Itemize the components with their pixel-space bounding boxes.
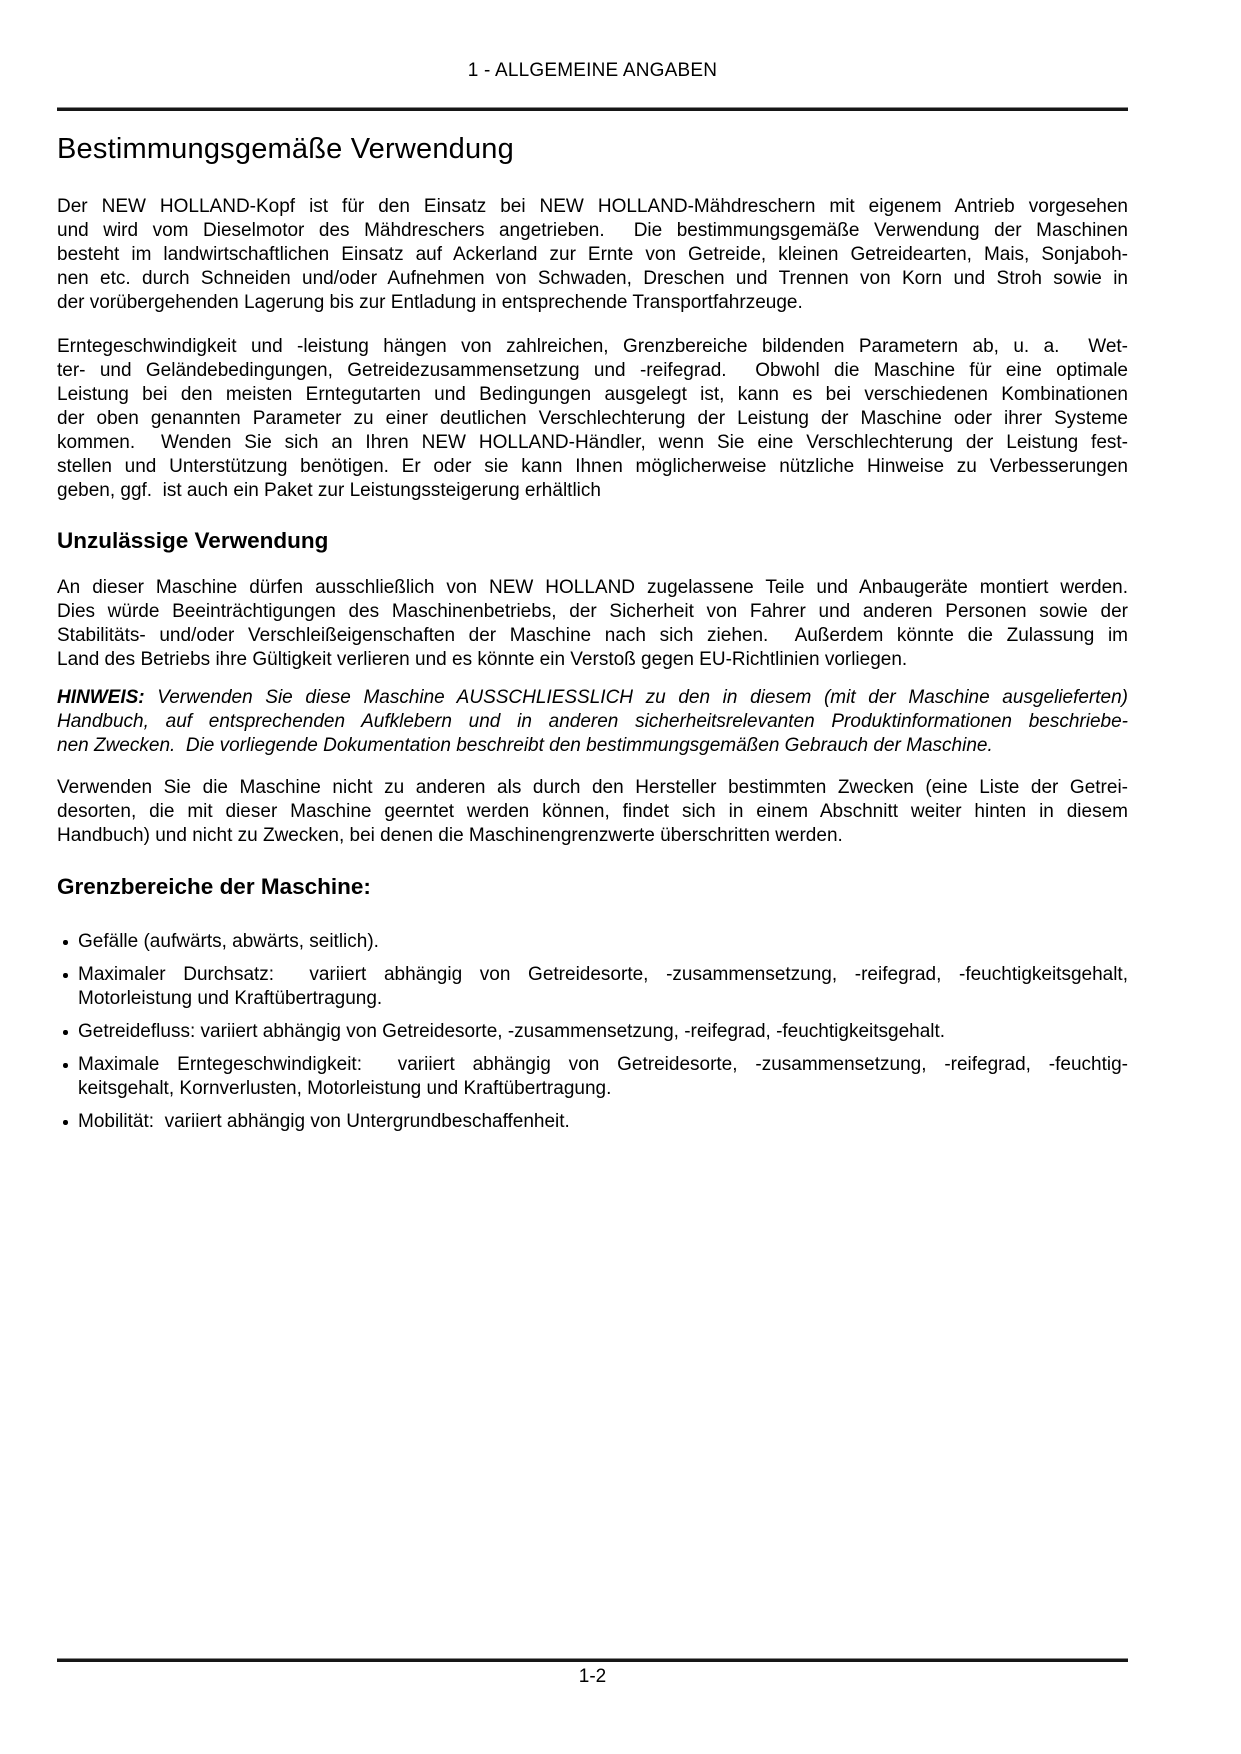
page-footer	[57, 1658, 1128, 1688]
text-line: ter- und Geländebedingungen, Getreidezusammensetzung und -reifegrad. Obwohl die Maschine für eine optimale	[57, 360, 1128, 381]
text-line: nen Zwecken. Die vorliegende Dokumentation beschreibt den bestimmungsgemäßen Gebrauch der Maschine.	[57, 735, 993, 756]
paragraph-unzulaessige-1	[57, 576, 1128, 672]
list-item-maximaler-durchsatz	[57, 963, 1128, 1011]
header-rule	[57, 107, 1128, 111]
text-line: Mobilität: variiert abhängig von Untergrundbeschaffenheit.	[78, 1111, 570, 1132]
page-title: Bestimmungsgemäße Verwendung	[57, 133, 514, 165]
text-line: HINWEIS: Verwenden Sie diese Maschine AUSSCHLIESSLICH zu den in diesem (mit der Maschine ausgelieferten)	[57, 687, 1128, 708]
text-line: desorten, die mit dieser Maschine geerntet werden können, findet sich in einem Abschnitt weiter hinten in diesem	[57, 801, 1128, 822]
text-line: Getreidefluss: variiert abhängig von Getreidesorte, -zusammensetzung, -reifegrad, -feuchtigkeitsgehalt.	[78, 1021, 946, 1042]
text-line: Erntegeschwindigkeit und -leistung hängen von zahlreichen, Grenzbereiche bildenden Parametern ab, u. a. Wet-	[57, 336, 1128, 357]
text-line: Verwenden Sie die Maschine nicht zu anderen als durch den Hersteller bestimmten Zwecken (eine Liste der Getrei-	[57, 777, 1128, 798]
text-line: geben, ggf. ist auch ein Paket zur Leistungssteigerung erhältlich	[57, 480, 601, 501]
section-heading-grenzbereiche: Grenzbereiche der Maschine:	[57, 874, 371, 899]
text-line: der oben genannten Parameter zu einer deutlichen Verschlechterung der Leistung der Maschine oder ihrer Systeme	[57, 408, 1128, 429]
footer-rule	[57, 1658, 1128, 1662]
page-number: 1-2	[578, 1666, 607, 1687]
text-line: Handbuch) und nicht zu Zwecken, bei denen die Maschinengrenzwerte überschritten werden.	[57, 825, 843, 846]
text-line: Maximale Erntegeschwindigkeit: variiert abhängig von Getreidesorte, -zusammensetzung, -reifegrad, -feuchtig-	[78, 1054, 1128, 1075]
list-item-mobilitaet	[57, 1110, 1128, 1134]
text-line: Stabilitäts- und/oder Verschleißeigenschaften der Maschine nach sich ziehen. Außerdem könnte die Zulassung im	[57, 625, 1128, 646]
section-heading-unzulaessige-verwendung: Unzulässige Verwendung	[57, 528, 329, 553]
list-item-getreidefluss	[57, 1020, 1128, 1044]
text-line: keitsgehalt, Kornverlusten, Motorleistung und Kraftübertragung.	[78, 1078, 612, 1099]
text-line: Gefälle (aufwärts, abwärts, seitlich).	[78, 931, 379, 952]
text-line: und wird vom Dieselmotor des Mähdreschers angetrieben. Die bestimmungsgemäße Verwendung der Maschinen	[57, 220, 1128, 241]
paragraph-intended-use-1	[57, 195, 1128, 315]
text-line: Motorleistung und Kraftübertragung.	[78, 988, 383, 1009]
list-item-gefaelle	[57, 930, 1128, 954]
text-line: besteht im landwirtschaftlichen Einsatz auf Ackerland zur Ernte von Getreide, kleinen Getreidearten, Mais, Sonjaboh-	[57, 244, 1128, 265]
text-line: Dies würde Beeinträchtigungen des Maschinenbetriebs, der Sicherheit von Fahrer und anderen Personen sowie der	[57, 601, 1128, 622]
text-line: der vorübergehenden Lagerung bis zur Entladung in entsprechende Transportfahrzeuge.	[57, 292, 803, 313]
text-line: kommen. Wenden Sie sich an Ihren NEW HOLLAND-Händler, wenn Sie eine Verschlechterung der Leistung fest-	[57, 432, 1128, 453]
text-line: Leistung bei den meisten Erntegutarten und Bedingungen ausgelegt ist, kann es bei verschiedenen Kombinationen	[57, 384, 1128, 405]
paragraph-unzulaessige-2	[57, 776, 1128, 848]
note-label: HINWEIS:	[57, 687, 145, 708]
text-line: Maximaler Durchsatz: variiert abhängig von Getreidesorte, -zusammensetzung, -reifegrad, -feuchtigkeitsgehalt,	[78, 964, 1128, 985]
text-line: An dieser Maschine dürfen ausschließlich von NEW HOLLAND zugelassene Teile und Anbaugeräte montiert werden.	[57, 577, 1128, 598]
text-line: nen etc. durch Schneiden und/oder Aufnehmen von Schwaden, Dreschen und Trennen von Korn und Stroh sowie in	[57, 268, 1128, 289]
note-paragraph	[57, 686, 1128, 758]
text-line: stellen und Unterstützung benötigen. Er oder sie kann Ihnen möglicherweise nützliche Hinweise zu Verbesserungen	[57, 456, 1128, 477]
text-line: Handbuch, auf entsprechenden Aufklebern und in anderen sicherheitsrelevanten Produktinformationen beschriebe-	[57, 711, 1128, 732]
machine-limits-list	[57, 930, 1128, 1134]
list-item-maximale-erntegeschwindigkeit	[57, 1053, 1128, 1101]
text-line: Land des Betriebs ihre Gültigkeit verlieren und es könnte ein Verstoß gegen EU-Richtlinien vorliegen.	[57, 649, 908, 670]
text-line: Der NEW HOLLAND-Kopf ist für den Einsatz bei NEW HOLLAND-Mähdreschern mit eigenem Antrieb vorgesehen	[57, 196, 1128, 217]
running-header: 1 - ALLGEMEINE ANGABEN	[467, 60, 718, 81]
paragraph-intended-use-2	[57, 335, 1128, 503]
